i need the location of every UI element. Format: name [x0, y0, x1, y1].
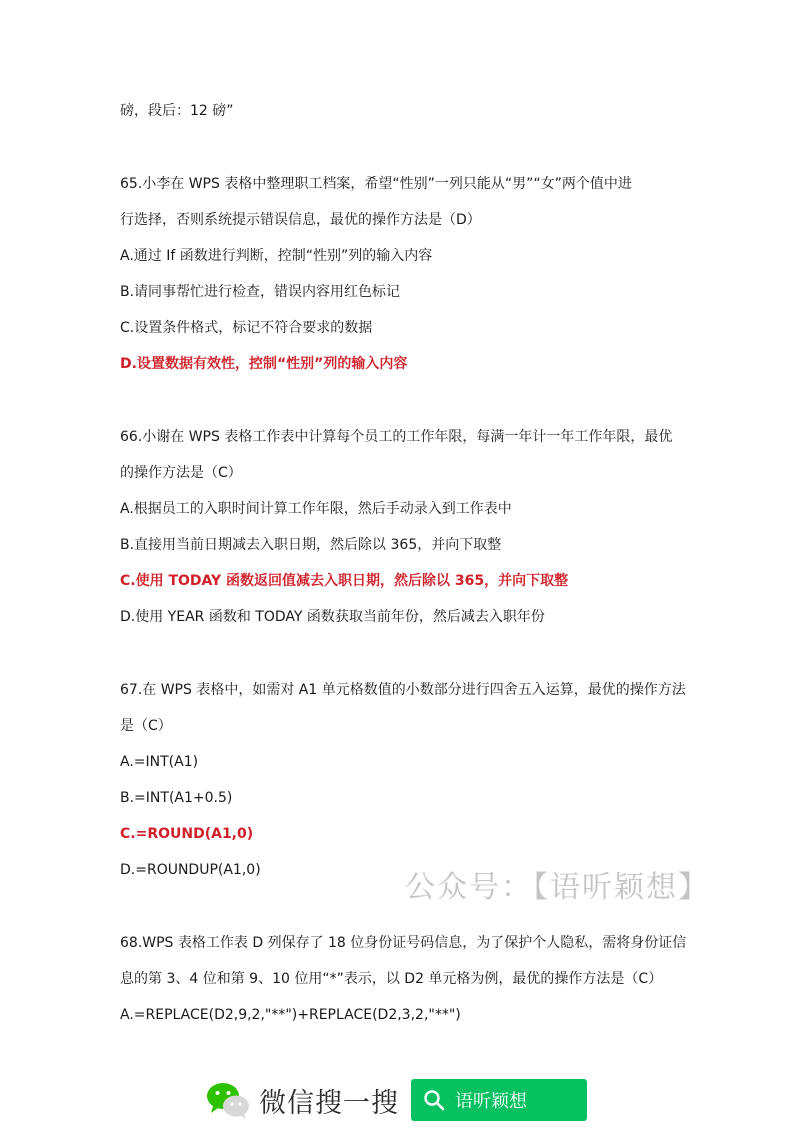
question-66-option-d: D.使用 YEAR 函数和 TODAY 函数获取当前年份，然后减去入职年份 — [120, 609, 545, 625]
question-65-option-a: A.通过 If 函数进行判断，控制“性别”列的输入内容 — [120, 248, 433, 264]
question-68-line-2: 息的第 3、4 位和第 9、10 位用“*”表示，以 D2 单元格为例，最优的操作方法是（C） — [120, 971, 663, 987]
question-66-line-2: 的操作方法是（C） — [120, 465, 242, 481]
search-label: 语听颖想 — [455, 1091, 527, 1112]
question-65-line-2: 行选择，否则系统提示错误信息，最优的操作方法是（D） — [120, 212, 481, 228]
question-65-option-b: B.请同事帮忙进行检查，错误内容用红色标记 — [120, 284, 401, 300]
text-line-continuation: 磅，段后：12 磅” — [120, 103, 234, 119]
wechat-search-caption: 微信搜一搜 — [259, 1087, 399, 1119]
question-67-line-1: 67.在 WPS 表格中，如需对 A1 单元格数值的小数部分进行四舍五入运算，最优的操作方法 — [120, 682, 686, 698]
watermark-text: 公众号：【语听颖想】 — [405, 870, 710, 905]
question-66-option-c-answer: C.使用 TODAY 函数返回值减去入职日期，然后除以 365，并向下取整 — [120, 573, 569, 589]
question-68-line-1: 68.WPS 表格工作表 D 列保存了 18 位身份证号码信息，为了保护个人隐私，需将身份证信 — [120, 935, 687, 951]
question-65-option-d-answer: D.设置数据有效性，控制“性别”列的输入内容 — [120, 356, 408, 372]
question-67-option-c-answer: C.=ROUND(A1,0) — [120, 826, 254, 842]
wechat-search-footer — [205, 1079, 587, 1121]
question-67-option-b: B.=INT(A1+0.5) — [120, 790, 233, 806]
wechat-icon — [205, 1080, 251, 1120]
search-icon — [423, 1089, 445, 1111]
question-65-line-1: 65.小李在 WPS 表格中整理职工档案，希望“性别”一列只能从“男”“女”两个值中进 — [120, 176, 632, 192]
question-67-option-d: D.=ROUNDUP(A1,0) — [120, 862, 261, 878]
question-68-option-a: A.=REPLACE(D2,9,2,"**")+REPLACE(D2,3,2,"**") — [120, 1007, 461, 1023]
question-66-option-b: B.直接用当前日期减去入职日期，然后除以 365，并向下取整 — [120, 537, 502, 553]
question-66-option-a: A.根据员工的入职时间计算工作年限，然后手动录入到工作表中 — [120, 501, 512, 517]
question-67-option-a: A.=INT(A1) — [120, 754, 199, 770]
wechat-search-button[interactable] — [411, 1079, 587, 1121]
question-67-line-2: 是（C） — [120, 718, 172, 734]
question-65-option-c: C.设置条件格式，标记不符合要求的数据 — [120, 320, 373, 336]
question-66-line-1: 66.小谢在 WPS 表格工作表中计算每个员工的工作年限，每满一年计一年工作年限，最优 — [120, 429, 673, 445]
